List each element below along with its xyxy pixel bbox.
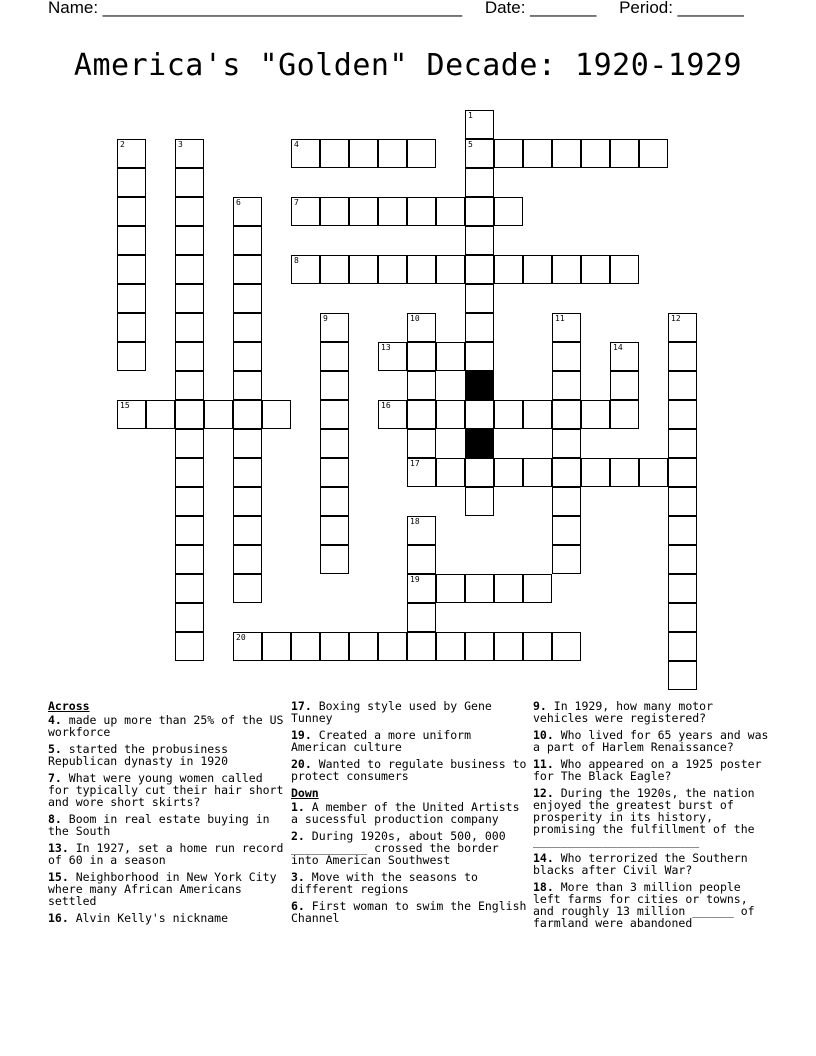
clue-item-number: 12. (533, 786, 561, 800)
clue-item-number: 18. (533, 880, 561, 894)
clue-item-text: During 1920s, about 500, 000 ___________ crossed the border into American Southwest (291, 829, 506, 867)
clue-item (48, 912, 284, 924)
clue-number: 14 (613, 343, 623, 352)
clue-item (533, 852, 769, 876)
clue-number: 7 (294, 198, 299, 207)
grid-cell[interactable] (320, 545, 349, 574)
grid-cell[interactable] (175, 429, 204, 458)
grid-cell[interactable] (552, 255, 581, 284)
grid-cell[interactable] (552, 632, 581, 661)
clue-item-number: 7. (48, 771, 69, 785)
grid-cell[interactable] (117, 255, 146, 284)
clue-item-number: 6. (291, 899, 312, 913)
clue-number: 8 (294, 256, 299, 265)
clue-item (533, 700, 769, 724)
grid-cell[interactable] (610, 371, 639, 400)
clue-number: 1 (468, 111, 473, 120)
grid-cell[interactable] (291, 197, 320, 226)
clue-number: 12 (671, 314, 681, 323)
clue-item-text: Wanted to regulate business to protect consumers (291, 757, 527, 783)
grid-cell[interactable] (175, 458, 204, 487)
grid-cell[interactable] (552, 371, 581, 400)
grid-cell[interactable] (407, 139, 436, 168)
clue-item-number: 20. (291, 757, 319, 771)
grid-cell[interactable] (436, 197, 465, 226)
grid-cell[interactable] (552, 429, 581, 458)
grid-cell[interactable] (494, 574, 523, 603)
grid-cell[interactable] (407, 545, 436, 574)
grid-cell[interactable] (378, 255, 407, 284)
grid-cell[interactable] (175, 284, 204, 313)
grid-cell[interactable] (523, 574, 552, 603)
clue-item-text: Created a more uniform American culture (291, 728, 472, 754)
grid-cell[interactable] (436, 632, 465, 661)
clue-item-number: 2. (291, 829, 312, 843)
grid-cell[interactable] (117, 342, 146, 371)
grid-cell[interactable] (378, 342, 407, 371)
grid-cell[interactable] (639, 139, 668, 168)
clue-number: 4 (294, 140, 299, 149)
grid-cell[interactable] (668, 487, 697, 516)
clue-number: 18 (410, 517, 420, 526)
grid-cell[interactable] (552, 487, 581, 516)
period-field[interactable]: Period: _______ (619, 0, 744, 17)
grid-cell[interactable] (436, 255, 465, 284)
grid-cell[interactable] (175, 168, 204, 197)
grid-cell[interactable] (320, 516, 349, 545)
grid-cell[interactable] (117, 168, 146, 197)
grid-cell[interactable] (494, 139, 523, 168)
grid-cell[interactable] (349, 139, 378, 168)
grid-cell[interactable] (175, 255, 204, 284)
grid-cell[interactable] (465, 458, 494, 487)
grid-cell[interactable] (523, 632, 552, 661)
grid-cell[interactable] (407, 342, 436, 371)
grid-cell[interactable] (465, 632, 494, 661)
grid-cell[interactable] (494, 632, 523, 661)
grid-cell[interactable] (668, 661, 697, 690)
clue-number: 13 (381, 343, 391, 352)
grid-cell[interactable] (349, 255, 378, 284)
grid-cell[interactable] (465, 342, 494, 371)
grid-cell[interactable] (552, 342, 581, 371)
clue-item (533, 881, 769, 929)
date-field[interactable]: Date: _______ (484, 0, 597, 17)
grid-cell[interactable] (407, 458, 436, 487)
grid-cell[interactable] (668, 429, 697, 458)
grid-cell[interactable] (117, 197, 146, 226)
clue-item-text: In 1929, how many motor vehicles were registered? (533, 699, 714, 725)
grid-cell[interactable] (668, 632, 697, 661)
grid-cell[interactable] (610, 400, 639, 429)
clue-item-number: 13. (48, 841, 76, 855)
grid-cell[interactable] (494, 197, 523, 226)
clues-column-1 (48, 700, 284, 929)
black-cell (465, 429, 494, 458)
grid-cell[interactable] (175, 632, 204, 661)
grid-cell[interactable] (436, 342, 465, 371)
grid-cell[interactable] (668, 400, 697, 429)
grid-cell[interactable] (320, 313, 349, 342)
grid-cell[interactable] (552, 458, 581, 487)
grid-cell[interactable] (523, 139, 552, 168)
grid-cell[interactable] (668, 574, 697, 603)
clue-number: 10 (410, 314, 420, 323)
clue-item (48, 813, 284, 837)
worksheet-header (48, 0, 762, 18)
grid-cell[interactable] (494, 458, 523, 487)
grid-cell[interactable] (465, 139, 494, 168)
grid-cell[interactable] (465, 400, 494, 429)
grid-cell[interactable] (233, 516, 262, 545)
grid-cell[interactable] (233, 313, 262, 342)
grid-cell[interactable] (320, 139, 349, 168)
clue-section-heading: Down (291, 786, 319, 800)
clue-item-number: 10. (533, 728, 561, 742)
grid-cell[interactable] (668, 516, 697, 545)
grid-cell[interactable] (320, 487, 349, 516)
name-field[interactable]: Name: ______________________________________ (48, 0, 463, 17)
clue-item-text: Alvin Kelly's nickname (75, 911, 229, 925)
clue-item (533, 758, 769, 782)
grid-cell[interactable] (552, 400, 581, 429)
grid-cell[interactable] (407, 255, 436, 284)
clue-item-text: Who appeared on a 1925 poster for The Black Eagle? (533, 757, 762, 783)
grid-cell[interactable] (668, 458, 697, 487)
clue-item (291, 871, 527, 895)
grid-cell[interactable] (465, 574, 494, 603)
grid-cell[interactable] (175, 603, 204, 632)
grid-cell[interactable] (175, 516, 204, 545)
clue-item (291, 830, 527, 866)
clue-item-text: Boom in real estate buying in the South (48, 812, 270, 838)
grid-cell[interactable] (233, 400, 262, 429)
grid-cell[interactable] (204, 400, 233, 429)
grid-cell[interactable] (175, 545, 204, 574)
clue-number: 15 (120, 401, 130, 410)
grid-cell[interactable] (233, 429, 262, 458)
grid-cell[interactable] (610, 458, 639, 487)
clue-number: 5 (468, 140, 473, 149)
clue-number: 2 (120, 140, 125, 149)
clue-number: 16 (381, 401, 391, 410)
grid-cell[interactable] (233, 545, 262, 574)
clue-item (48, 743, 284, 767)
grid-cell[interactable] (407, 516, 436, 545)
grid-cell[interactable] (233, 255, 262, 284)
clues-column-3 (533, 700, 769, 934)
grid-cell[interactable] (320, 400, 349, 429)
puzzle-title: America's "Golden" Decade: 1920-1929 (73, 48, 743, 83)
clue-item (48, 842, 284, 866)
grid-cell[interactable] (407, 574, 436, 603)
clue-item-number: 9. (533, 699, 554, 713)
grid-cell[interactable] (668, 603, 697, 632)
clue-number: 11 (555, 314, 565, 323)
grid-cell[interactable] (233, 226, 262, 255)
grid-cell[interactable] (320, 632, 349, 661)
clue-number: 9 (323, 314, 328, 323)
clue-item (48, 714, 284, 738)
grid-cell[interactable] (465, 168, 494, 197)
grid-cell[interactable] (117, 313, 146, 342)
clue-item-text: Neighborhood in New York City where many African Americans settled (48, 870, 277, 908)
grid-cell[interactable] (320, 458, 349, 487)
clue-item-number: 5. (48, 742, 69, 756)
grid-cell[interactable] (349, 197, 378, 226)
clue-number: 6 (236, 198, 241, 207)
grid-cell[interactable] (378, 400, 407, 429)
grid-cell[interactable] (117, 400, 146, 429)
grid-cell[interactable] (523, 400, 552, 429)
grid-cell[interactable] (639, 458, 668, 487)
grid-cell[interactable] (494, 400, 523, 429)
clue-item (291, 700, 527, 724)
clue-item-number: 15. (48, 870, 76, 884)
clue-item (533, 787, 769, 847)
clue-item-text: started the probusiness Republican dynasty in 1920 (48, 742, 229, 768)
grid-cell[interactable] (465, 255, 494, 284)
clue-item-number: 11. (533, 757, 561, 771)
clue-number: 17 (410, 459, 420, 468)
grid-cell[interactable] (407, 371, 436, 400)
grid-cell[interactable] (523, 458, 552, 487)
grid-cell[interactable] (668, 371, 697, 400)
clue-item-text: In 1927, set a home run record of 60 in a season (48, 841, 284, 867)
grid-cell[interactable] (465, 226, 494, 255)
clue-item-text: More than 3 million people left farms for cities or towns, and roughly 13 million ______ of farmland were abandoned (533, 880, 755, 930)
grid-cell[interactable] (668, 342, 697, 371)
clue-item-number: 14. (533, 851, 561, 865)
grid-cell[interactable] (436, 458, 465, 487)
grid-cell[interactable] (581, 458, 610, 487)
grid-cell[interactable] (320, 429, 349, 458)
clue-section-heading: Across (48, 699, 90, 713)
grid-cell[interactable] (436, 400, 465, 429)
grid-cell[interactable] (581, 255, 610, 284)
clue-number: 3 (178, 140, 183, 149)
grid-cell[interactable] (581, 139, 610, 168)
clue-item (291, 801, 527, 825)
clues-column-2 (291, 700, 527, 929)
clue-item (48, 772, 284, 808)
clue-number: 20 (236, 633, 246, 642)
grid-cell[interactable] (233, 284, 262, 313)
clue-item (533, 729, 769, 753)
clue-item-text: Boxing style used by Gene Tunney (291, 699, 492, 725)
clue-item (291, 729, 527, 753)
grid-cell[interactable] (233, 487, 262, 516)
grid-cell[interactable] (320, 342, 349, 371)
grid-cell[interactable] (233, 197, 262, 226)
grid-cell[interactable] (436, 574, 465, 603)
grid-cell[interactable] (233, 458, 262, 487)
clue-item-text: During the 1920s, the nation enjoyed the greatest burst of prosperity in its history, promising the fulfillment of the ________________________ (533, 786, 755, 848)
grid-cell[interactable] (407, 197, 436, 226)
grid-cell[interactable] (291, 139, 320, 168)
clue-item-text: A member of the United Artists a sucessful production company (291, 800, 520, 826)
clue-item-number: 16. (48, 911, 76, 925)
grid-cell[interactable] (320, 197, 349, 226)
clue-item-text: Move with the seasons to different regions (291, 870, 478, 896)
clue-item-text: made up more than 25% of the US workforce (48, 713, 284, 739)
clue-item-text: Who lived for 65 years and was a part of Harlem Renaissance? (533, 728, 769, 754)
grid-cell[interactable] (465, 110, 494, 139)
grid-cell[interactable] (175, 197, 204, 226)
grid-cell[interactable] (552, 545, 581, 574)
clue-item-text: First woman to swim the English Channel (291, 899, 527, 925)
grid-cell[interactable] (117, 139, 146, 168)
grid-cell[interactable] (523, 255, 552, 284)
grid-cell[interactable] (610, 255, 639, 284)
clue-item-number: 8. (48, 812, 69, 826)
grid-cell[interactable] (262, 632, 291, 661)
grid-cell[interactable] (175, 487, 204, 516)
clue-item-number: 3. (291, 870, 312, 884)
clue-number: 19 (410, 575, 420, 584)
grid-cell[interactable] (378, 139, 407, 168)
grid-cell[interactable] (494, 255, 523, 284)
grid-cell[interactable] (175, 371, 204, 400)
grid-cell[interactable] (668, 545, 697, 574)
clue-item-number: 19. (291, 728, 319, 742)
grid-cell[interactable] (668, 313, 697, 342)
grid-cell[interactable] (465, 284, 494, 313)
grid-cell[interactable] (581, 400, 610, 429)
grid-cell[interactable] (552, 516, 581, 545)
grid-cell[interactable] (465, 197, 494, 226)
grid-cell[interactable] (117, 226, 146, 255)
grid-cell[interactable] (552, 313, 581, 342)
black-cell (465, 371, 494, 400)
grid-cell[interactable] (146, 400, 175, 429)
clue-item (291, 758, 527, 782)
grid-cell[interactable] (378, 632, 407, 661)
grid-cell[interactable] (175, 226, 204, 255)
grid-cell[interactable] (291, 632, 320, 661)
grid-cell[interactable] (262, 400, 291, 429)
grid-cell[interactable] (407, 400, 436, 429)
grid-cell[interactable] (175, 400, 204, 429)
grid-cell[interactable] (175, 342, 204, 371)
clue-item-text: Who terrorized the Southern blacks after Civil War? (533, 851, 748, 877)
grid-cell[interactable] (291, 255, 320, 284)
clue-item (291, 900, 527, 924)
grid-cell[interactable] (610, 342, 639, 371)
grid-cell[interactable] (465, 313, 494, 342)
grid-cell[interactable] (349, 632, 378, 661)
grid-cell[interactable] (610, 139, 639, 168)
grid-cell[interactable] (117, 284, 146, 313)
clue-item-number: 4. (48, 713, 69, 727)
grid-cell[interactable] (320, 371, 349, 400)
clue-item (48, 871, 284, 907)
clue-item-text: What were young women called for typically cut their hair short and wore short skirts? (48, 771, 284, 809)
clue-item-number: 17. (291, 699, 319, 713)
grid-cell[interactable] (552, 139, 581, 168)
grid-cell[interactable] (407, 603, 436, 632)
grid-cell[interactable] (175, 574, 204, 603)
grid-cell[interactable] (407, 632, 436, 661)
grid-cell[interactable] (233, 632, 262, 661)
grid-cell[interactable] (320, 255, 349, 284)
grid-cell[interactable] (233, 371, 262, 400)
grid-cell[interactable] (378, 197, 407, 226)
grid-cell[interactable] (175, 313, 204, 342)
grid-cell[interactable] (465, 487, 494, 516)
grid-cell[interactable] (407, 313, 436, 342)
clue-item-number: 1. (291, 800, 312, 814)
grid-cell[interactable] (233, 574, 262, 603)
grid-cell[interactable] (175, 139, 204, 168)
grid-cell[interactable] (407, 429, 436, 458)
grid-cell[interactable] (233, 342, 262, 371)
